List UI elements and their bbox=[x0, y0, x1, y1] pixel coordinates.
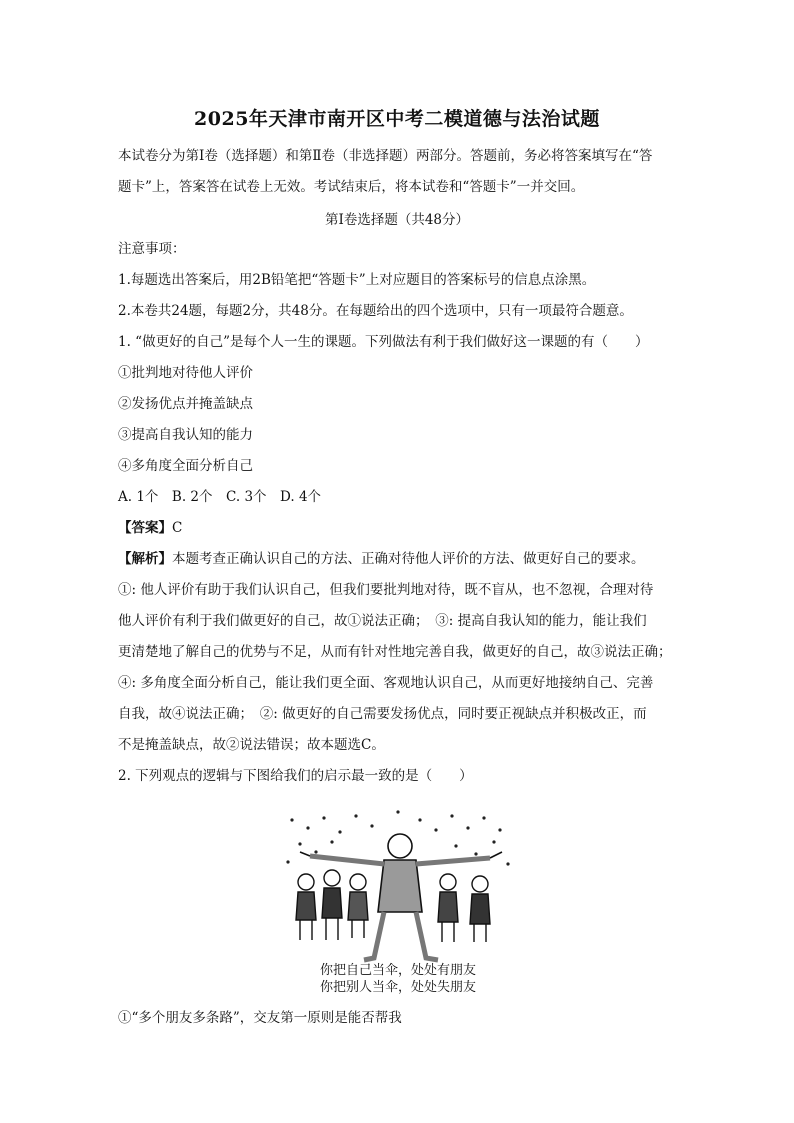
q2-stem: 2. 下列观点的逻辑与下图给我们的启示最一致的是（ ） bbox=[118, 768, 473, 784]
q1-stem: 1. “做更好的自己”是每个人一生的课题。下列做法有利于我们做好这一课题的有（ ） bbox=[118, 334, 649, 350]
analysis-label: 【解析】 bbox=[118, 551, 172, 567]
cartoon-caption-line-1: 你把自己当伞，处处有朋友 bbox=[319, 963, 477, 978]
left-figures bbox=[296, 870, 368, 940]
intro-line-2: 题卡”上，答案答在试卷上无效。考试结束后，将本试卷和“答题卡”一并交回。 bbox=[118, 179, 585, 195]
answer-value: C bbox=[172, 520, 183, 536]
q1-analysis-line-1 bbox=[118, 549, 688, 569]
page-title: 2025年天津市南开区中考二模道德与法治试题 bbox=[194, 108, 600, 130]
q2-item-1: ①“多个朋友多条路”，交友第一原则是能否帮我 bbox=[118, 1010, 402, 1026]
q1-item-4: ④多角度全面分析自己 bbox=[118, 458, 253, 474]
q1-analysis-line-7: 不是掩盖缺点，故②说法错误；故本题选C。 bbox=[118, 737, 385, 753]
intro-line-1: 本试卷分为第Ⅰ卷（选择题）和第Ⅱ卷（非选择题）两部分。答题前，务必将答案填写在“答 bbox=[118, 148, 653, 164]
q1-item-2: ②发扬优点并掩盖缺点 bbox=[118, 396, 253, 412]
q1-analysis-line-3: 他人评价有利于我们做更好的自己，故①说法正确； ③: 提高自我认知的能力，能让我们 bbox=[118, 613, 647, 629]
q1-analysis-line-2: ①: 他人评价有助于我们认识自己，但我们要批判地对待，既不盲从，也不忽视，合理对待 bbox=[118, 582, 654, 598]
notice-heading: 注意事项： bbox=[118, 241, 186, 257]
notice-1: 1.每题选出答案后，用2B铅笔把“答题卡”上对应题目的答案标号的信息点涂黑。 bbox=[118, 272, 596, 288]
q1-analysis-line-4: 更清楚地了解自己的优势与不足，从而有针对性地完善自我，做更好的自己，故③说法正确； bbox=[118, 644, 672, 660]
q1-options: A. 1个 B. 2个 C. 3个 D. 4个 bbox=[118, 489, 322, 505]
analysis-text: 本题考查正确认识自己的方法、正确对待他人评价的方法、做更好自己的要求。 bbox=[172, 551, 645, 567]
cartoon-caption-line-2: 你把别人当伞，处处失朋友 bbox=[319, 980, 477, 995]
q1-analysis-line-5: ④: 多角度全面分析自己，能让我们更全面、客观地认识自己，从而更好地接纳自己、完善 bbox=[118, 675, 654, 691]
q1-analysis-line-6: 自我，故④说法正确； ②: 做更好的自己需要发扬优点，同时要正视缺点并积极改正，而 bbox=[118, 706, 647, 722]
right-figures bbox=[438, 874, 490, 942]
q1-item-1: ①批判地对待他人评价 bbox=[118, 365, 253, 381]
q1-item-3: ③提高自我认知的能力 bbox=[118, 427, 253, 443]
cartoon-illustration bbox=[280, 808, 516, 998]
notice-2: 2.本卷共24题，每题2分，共48分。在每题给出的四个选项中，只有一项最符合题意。 bbox=[118, 303, 633, 319]
section-title: 第Ⅰ卷选择题（共48分） bbox=[324, 212, 469, 228]
q1-answer bbox=[118, 518, 688, 538]
answer-label: 【答案】 bbox=[118, 520, 172, 536]
